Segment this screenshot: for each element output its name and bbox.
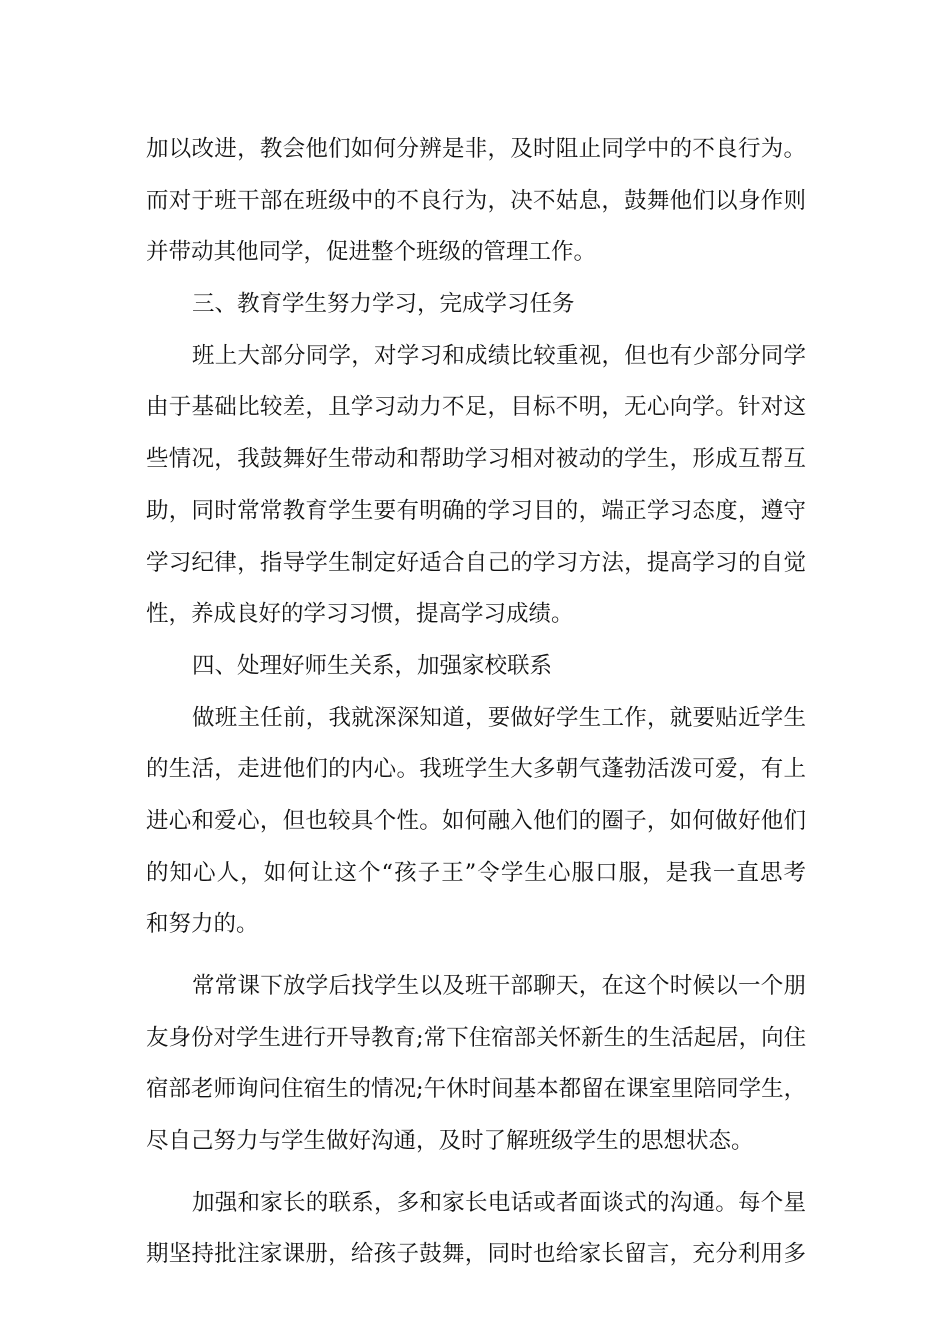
paragraph-study [146, 331, 806, 641]
text-line: 宿部老师询问住宿生的情况;午休时间基本都留在课室里陪同学生， [146, 1076, 807, 1103]
text-line: 并带动其他同学，促进整个班级的管理工作。 [146, 239, 597, 266]
text-line: 的知心人，如何让这个“孩子王”令学生心服口服，是我一直思考 [146, 859, 806, 886]
text-line: 班上大部分同学，对学习和成绩比较重视，但也有少部分同学 [192, 342, 806, 369]
text-line: 由于基础比较差，且学习动力不足，目标不明，无心向学。针对这 [146, 394, 806, 421]
text-line: 些情况，我鼓舞好生带动和帮助学习相对被动的学生，形成互帮互 [146, 446, 806, 473]
text-line: 加以改进，教会他们如何分辨是非，及时阻止同学中的不良行为。 [146, 136, 806, 162]
paragraph-gap [146, 951, 806, 961]
paragraph-parents [146, 1178, 806, 1281]
section-heading-4 [146, 641, 806, 693]
heading-text: 四、处理好师生关系，加强家校联系 [192, 652, 553, 679]
paragraph-communication [146, 961, 806, 1168]
text-line: 助，同时常常教育学生要有明确的学习目的，端正学习态度，遵守 [146, 497, 806, 524]
text-line: 学习纪律，指导学生制定好适合自己的学习方法，提高学习的自觉 [146, 549, 806, 576]
text-line: 常常课下放学后找学生以及班干部聊天，在这个时候以一个朋 [192, 973, 806, 999]
text-line: 友身份对学生进行开导教育;常下住宿部关怀新生的生活起居，向住 [146, 1024, 807, 1051]
text-line: 进心和爱心，但也较具个性。如何融入他们的圈子，如何做好他们 [146, 807, 806, 834]
text-line: 而对于班干部在班级中的不良行为，决不姑息，鼓舞他们以身作则 [146, 187, 806, 214]
text-line: 尽自己努力与学生做好沟通，及时了解班级学生的思想状态。 [146, 1128, 754, 1155]
text-line: 和努力的。 [146, 911, 259, 938]
text-line: 的生活，走进他们的内心。我班学生大多朝气蓬勃活泼可爱，有上 [146, 756, 806, 783]
text-line: 做班主任前，我就深深知道，要做好学生工作，就要贴近学生 [192, 704, 806, 731]
paragraph-continuation [146, 124, 806, 279]
section-heading-3 [146, 279, 806, 331]
text-line: 期坚持批注家课册，给孩子鼓舞，同时也给家长留言，充分利用多 [146, 1241, 806, 1268]
heading-text: 三、教育学生努力学习，完成学习任务 [192, 291, 575, 318]
paragraph-relationship [146, 693, 806, 951]
text-line: 加强和家长的联系，多和家长电话或者面谈式的沟通。每个星 [192, 1189, 806, 1216]
text-line: 性，养成良好的学习习惯，提高学习成绩。 [146, 601, 574, 628]
paragraph-gap [146, 1168, 806, 1178]
document-page [146, 124, 806, 1281]
